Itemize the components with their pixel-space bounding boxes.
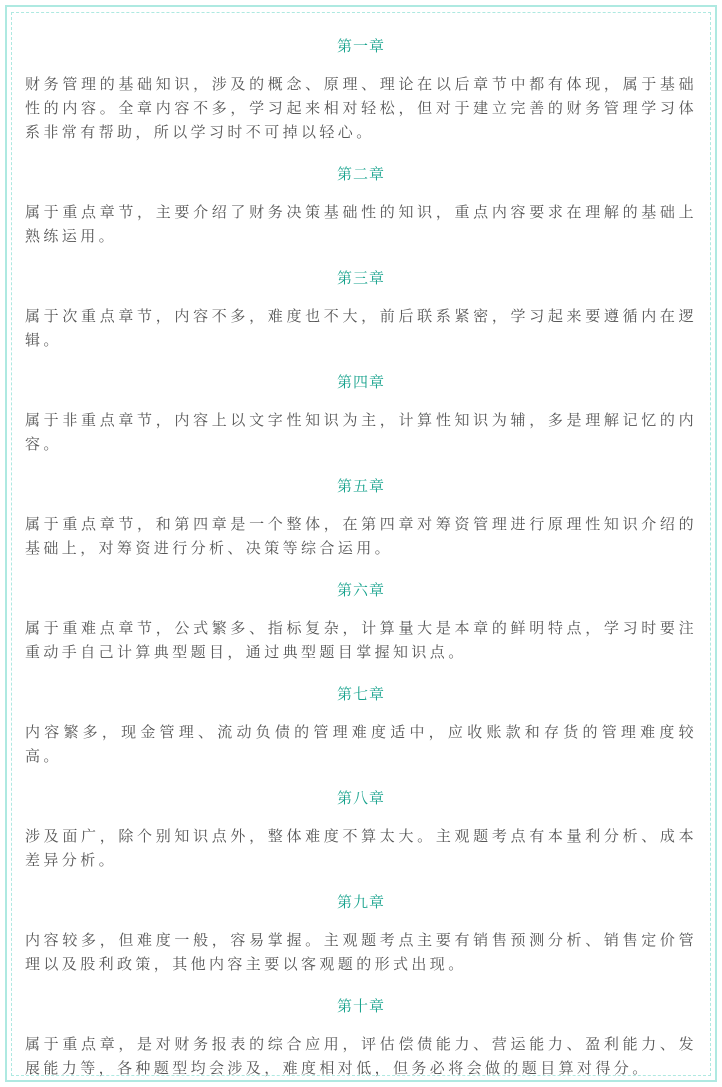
chapter-description: 财务管理的基础知识，涉及的概念、原理、理论在以后章节中都有体现，属于基础性的内容。全章内容不多，学习起来相对轻松，但对于建立完善的财务管理学习体系非常有帮助，所以学习时不可掉以轻心。 xyxy=(25,75,697,141)
chapter-description: 属于重难点章节，公式繁多、指标复杂，计算量大是本章的鲜明特点，学习时要注重动手自己计算典型题目，通过典型题目掌握知识点。 xyxy=(25,619,697,661)
chapter-heading-wrap xyxy=(25,266,697,290)
chapter-heading-wrap xyxy=(25,162,697,186)
page-frame xyxy=(5,5,717,1082)
chapter-heading-wrap xyxy=(25,890,697,914)
chapter-heading-wrap xyxy=(25,578,697,602)
chapter-section xyxy=(25,682,697,768)
chapter-heading-wrap xyxy=(25,474,697,498)
chapter-section xyxy=(25,994,697,1080)
chapter-heading: 第十章 xyxy=(337,994,385,1018)
chapter-heading: 第八章 xyxy=(337,786,385,810)
chapter-heading: 第三章 xyxy=(337,266,385,290)
chapter-heading: 第四章 xyxy=(337,370,385,394)
chapter-section xyxy=(25,162,697,248)
chapter-heading: 第五章 xyxy=(337,474,385,498)
chapter-heading-wrap xyxy=(25,34,697,58)
chapter-heading: 第二章 xyxy=(337,162,385,186)
chapter-description: 属于重点章节，和第四章是一个整体，在第四章对筹资管理进行原理性知识介绍的基础上，对筹资进行分析、决策等综合运用。 xyxy=(25,515,697,557)
chapter-heading: 第七章 xyxy=(337,682,385,706)
chapter-section xyxy=(25,474,697,560)
chapter-section xyxy=(25,370,697,456)
chapter-section xyxy=(25,786,697,872)
chapter-section xyxy=(25,266,697,352)
chapter-heading-wrap xyxy=(25,682,697,706)
chapter-description: 内容繁多，现金管理、流动负债的管理难度适中，应收账款和存货的管理难度较高。 xyxy=(25,723,697,765)
chapter-section xyxy=(25,34,697,144)
chapter-heading-wrap xyxy=(25,994,697,1018)
chapter-heading: 第一章 xyxy=(337,34,385,58)
chapter-description: 属于次重点章节，内容不多，难度也不大，前后联系紧密，学习起来要遵循内在逻辑。 xyxy=(25,307,697,349)
chapter-heading: 第九章 xyxy=(337,890,385,914)
chapter-heading-wrap xyxy=(25,370,697,394)
chapter-section xyxy=(25,578,697,664)
chapter-heading: 第六章 xyxy=(337,578,385,602)
chapter-description: 属于非重点章节，内容上以文字性知识为主，计算性知识为辅，多是理解记忆的内容。 xyxy=(25,411,697,453)
chapter-description: 属于重点章，是对财务报表的综合应用，评估偿债能力、营运能力、盈利能力、发展能力等，各种题型均会涉及，难度相对低，但务必将会做的题目算对得分。 xyxy=(25,1035,697,1077)
chapter-description: 涉及面广，除个别知识点外，整体难度不算太大。主观题考点有本量利分析、成本差异分析。 xyxy=(25,827,697,869)
chapter-description: 内容较多，但难度一般，容易掌握。主观题考点主要有销售预测分析、销售定价管理以及股利政策，其他内容主要以客观题的形式出现。 xyxy=(25,931,697,973)
chapter-section xyxy=(25,890,697,976)
chapter-description: 属于重点章节，主要介绍了财务决策基础性的知识，重点内容要求在理解的基础上熟练运用。 xyxy=(25,203,697,245)
chapter-heading-wrap xyxy=(25,786,697,810)
content-box xyxy=(11,12,711,1076)
